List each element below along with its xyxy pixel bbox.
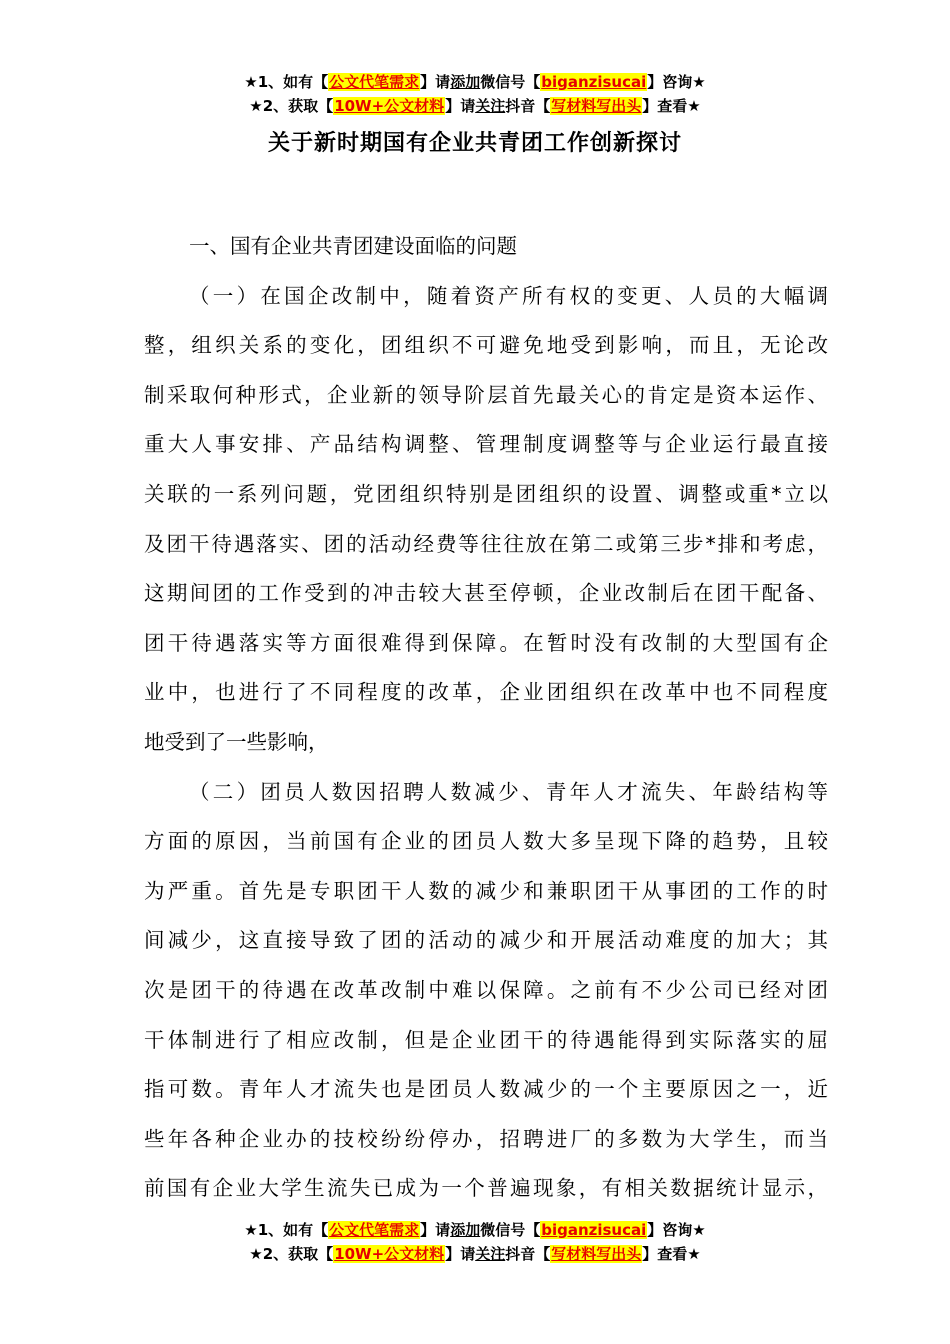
paragraph-line: （二）团员人数因招聘人数减少、青年人才流失、年龄结构等	[189, 779, 828, 804]
promo-underline: 关注	[475, 97, 506, 115]
promo-text: 】咨询★	[647, 1221, 706, 1239]
promo-text: 】咨询★	[647, 73, 706, 91]
promo-highlight: 公文代笔需求	[329, 73, 420, 91]
promo-underline: 关注	[475, 1245, 506, 1263]
promo-line-2	[0, 94, 950, 118]
promo-highlight: 写材料写出头	[551, 1245, 642, 1263]
paragraph-line: 前国有企业大学生流失已成为一个普遍现象，有相关数据统计显示，	[144, 1176, 828, 1201]
promo-highlight: 10W+公文材料	[334, 97, 445, 115]
promo-text: 】请	[445, 1245, 476, 1263]
paragraph-line: 干体制进行了相应改制，但是企业团干的待遇能得到实际落实的屈	[144, 1027, 828, 1052]
paragraph-line: 方面的原因，当前国有企业的团员人数大多呈现下降的趋势，且较	[144, 829, 828, 854]
promo-highlight: 公文代笔需求	[329, 1221, 420, 1239]
promo-underline: 添加	[450, 73, 481, 91]
paragraph-line: 及团干待遇落实、团的活动经费等往往放在第二或第三步*排和考虑，	[144, 531, 828, 556]
promo-text: 抖音【	[505, 1245, 551, 1263]
promo-text: 】请	[445, 97, 476, 115]
paragraph-line: 些年各种企业办的技校纷纷停办，招聘进厂的多数为大学生，而当	[144, 1126, 828, 1151]
promo-text: 微信号【	[480, 1221, 541, 1239]
promo-text: ★1、如有【	[244, 73, 329, 91]
promo-line-1	[0, 70, 950, 94]
promo-text: ★1、如有【	[244, 1221, 329, 1239]
promo-underline: 添加	[450, 1221, 481, 1239]
promo-highlight: 写材料写出头	[551, 97, 642, 115]
promo-text: 抖音【	[505, 97, 551, 115]
promo-line-2	[0, 1242, 950, 1266]
section-heading: 一、国有企业共青团建设面临的问题	[189, 234, 517, 258]
paragraph-1	[144, 272, 828, 768]
document-body	[144, 222, 828, 1214]
paragraph-line: 关联的一系列问题，党团组织特别是团组织的设置、调整或重*立以	[144, 481, 828, 506]
paragraph-line: 整，组织关系的变化，团组织不可避免地受到影响，而且，无论改	[144, 333, 828, 358]
paragraph-line: 为严重。首先是专职团干人数的减少和兼职团干从事团的工作的时	[144, 878, 828, 903]
paragraph-line: 这期间团的工作受到的冲击较大甚至停顿，企业改制后在团干配备、	[144, 581, 828, 606]
paragraph-line: 次是团干的待遇在改革改制中难以保障。之前有不少公司已经对团	[144, 977, 828, 1002]
header-promo	[0, 70, 950, 118]
promo-text: 】查看★	[642, 97, 701, 115]
promo-highlight: biganzisucai	[541, 1221, 647, 1239]
paragraph-line: 指可数。青年人才流失也是团员人数减少的一个主要原因之一，近	[144, 1077, 828, 1102]
promo-text: 】请	[420, 73, 451, 91]
paragraph-line: 间减少，这直接导致了团的活动的减少和开展活动难度的加大；其	[144, 928, 828, 953]
promo-text: 】请	[420, 1221, 451, 1239]
paragraph-line: 业中，也进行了不同程度的改革，企业团组织在改革中也不同程度	[144, 680, 828, 705]
paragraph-2	[144, 768, 828, 1214]
promo-line-1	[0, 1218, 950, 1242]
paragraph-line: 团干待遇落实等方面很难得到保障。在暂时没有改制的大型国有企	[144, 630, 828, 655]
promo-text: ★2、获取【	[249, 1245, 334, 1263]
promo-highlight: biganzisucai	[541, 73, 647, 91]
paragraph-line: （一）在国企改制中，随着资产所有权的变更、人员的大幅调	[189, 283, 828, 308]
footer-promo	[0, 1218, 950, 1266]
promo-text: ★2、获取【	[249, 97, 334, 115]
paragraph-line: 地受到了一些影响，	[144, 729, 329, 754]
promo-highlight: 10W+公文材料	[334, 1245, 445, 1263]
paragraph-line: 重大人事安排、产品结构调整、管理制度调整等与企业运行最直接	[144, 432, 828, 457]
promo-text: 】查看★	[642, 1245, 701, 1263]
document-title: 关于新时期国有企业共青团工作创新探讨	[267, 131, 682, 156]
promo-text: 微信号【	[480, 73, 541, 91]
paragraph-line: 制采取何种形式，企业新的领导阶层首先最关心的肯定是资本运作、	[144, 382, 828, 407]
